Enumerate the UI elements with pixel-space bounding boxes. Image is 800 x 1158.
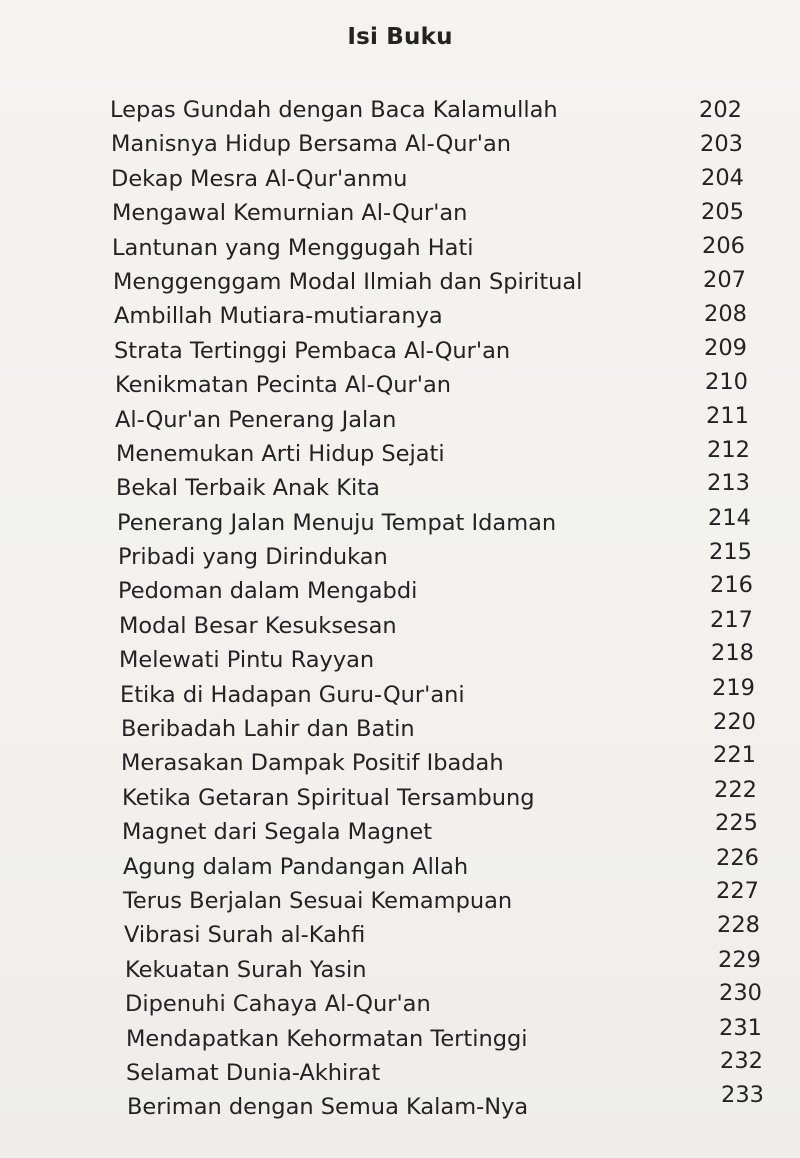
toc-entry-page-number: 226 bbox=[716, 844, 759, 871]
toc-entry-title: Melewati Pintu Rayyan bbox=[119, 647, 375, 674]
toc-entry bbox=[0, 877, 800, 918]
toc-entry-page-number: 229 bbox=[718, 946, 761, 973]
toc-entry-page-number: 215 bbox=[709, 539, 752, 566]
toc-entry bbox=[0, 506, 800, 540]
toc-entry-page-number: 202 bbox=[699, 97, 742, 123]
toc-entry-title: Pribadi yang Dirindukan bbox=[118, 544, 388, 571]
toc-entry-page-number: 216 bbox=[710, 572, 753, 599]
toc-entry bbox=[0, 946, 800, 987]
toc-entry bbox=[0, 742, 800, 780]
toc-entry bbox=[0, 231, 800, 265]
toc-entry-page-number: 217 bbox=[710, 606, 753, 633]
toc-entry bbox=[0, 776, 800, 815]
toc-entry-title: Al-Qur'an Penerang Jalan bbox=[115, 406, 397, 433]
toc-entry-page-number: 232 bbox=[720, 1047, 763, 1074]
toc-entry bbox=[0, 196, 800, 230]
toc-entry-title: Vibrasi Surah al-Kahfi bbox=[124, 922, 366, 949]
toc-entry-title: Mengawal Kemurnian Al-Qur'an bbox=[112, 200, 468, 227]
toc-entry bbox=[0, 368, 800, 402]
toc-entry-title: Menemukan Arti Hidup Sejati bbox=[116, 440, 445, 467]
toc-entry-title: Penerang Jalan Menuju Tempat Idaman bbox=[117, 509, 557, 536]
toc-entry-title: Lantunan yang Menggugah Hati bbox=[112, 234, 474, 261]
toc-entry-title: Dipenuhi Cahaya Al-Qur'an bbox=[125, 991, 431, 1018]
toc-entry-page-number: 218 bbox=[711, 640, 754, 667]
toc-entry bbox=[0, 574, 800, 608]
toc-entry-page-number: 228 bbox=[717, 912, 760, 939]
toc-entry-title: Lepas Gundah dengan Baca Kalamullah bbox=[110, 97, 558, 123]
toc-entry bbox=[0, 1082, 800, 1124]
toc-entry bbox=[0, 674, 800, 712]
toc-entry-title: Magnet dari Segala Magnet bbox=[122, 819, 433, 846]
toc-entry bbox=[0, 437, 800, 471]
toc-entry bbox=[0, 709, 800, 746]
toc-entry-title: Kenikmatan Pecinta Al-Qur'an bbox=[115, 372, 452, 399]
toc-entry-title: Mendapatkan Kehormatan Tertinggi bbox=[126, 1025, 528, 1052]
toc-entry-title: Selamat Dunia-Akhirat bbox=[126, 1059, 381, 1086]
toc-entry-title: Kekuatan Surah Yasin bbox=[125, 956, 367, 983]
toc-entry-title: Beribadah Lahir dan Batin bbox=[121, 716, 415, 743]
toc-entry-page-number: 222 bbox=[714, 776, 757, 803]
toc-entry-title: Terus Berjalan Sesuai Kemampuan bbox=[123, 887, 513, 914]
toc-entry bbox=[0, 912, 800, 952]
toc-entry-page-number: 230 bbox=[719, 980, 762, 1007]
toc-entry-page-number: 214 bbox=[708, 504, 751, 531]
toc-entry bbox=[0, 265, 800, 299]
page-title: Isi Buku bbox=[347, 24, 453, 50]
toc-entry-page-number: 209 bbox=[704, 334, 747, 361]
toc-entry bbox=[0, 1014, 800, 1056]
toc-entry-title: Strata Tertinggi Pembaca Al-Qur'an bbox=[114, 337, 511, 364]
toc-entry bbox=[0, 980, 800, 1021]
toc-entry-page-number: 204 bbox=[701, 164, 744, 191]
toc-entry bbox=[0, 162, 800, 196]
toc-entry-title: Pedoman dalam Mengabdi bbox=[118, 578, 418, 605]
toc-entry-page-number: 221 bbox=[713, 742, 756, 769]
toc-entry-title: Beriman dengan Semua Kalam-Nya bbox=[127, 1094, 529, 1121]
toc-entry-title: Merasakan Dampak Positif Ibadah bbox=[121, 750, 504, 777]
toc-entry bbox=[0, 403, 800, 437]
toc-entry-page-number: 211 bbox=[706, 402, 749, 429]
toc-entry bbox=[0, 1047, 800, 1090]
toc-entry bbox=[0, 810, 800, 849]
toc-entry-page-number: 203 bbox=[700, 131, 743, 158]
toc-entry-page-number: 225 bbox=[715, 810, 758, 837]
toc-entry-page-number: 213 bbox=[707, 470, 750, 497]
toc-entry bbox=[0, 606, 800, 643]
toc-entry-title: Menggenggam Modal Ilmiah dan Spiritual bbox=[113, 268, 583, 295]
toc-entry-page-number: 207 bbox=[703, 266, 746, 293]
toc-entry-title: Ambillah Mutiara-mutiaranya bbox=[114, 303, 443, 330]
toc-entry bbox=[0, 640, 800, 677]
toc-entry-title: Agung dalam Pandangan Allah bbox=[123, 853, 469, 880]
toc-entry-title: Dekap Mesra Al-Qur'anmu bbox=[111, 165, 408, 192]
toc-entry bbox=[0, 93, 800, 127]
toc-entry-page-number: 210 bbox=[705, 369, 748, 396]
toc-entry bbox=[0, 299, 800, 333]
toc-entry-page-number: 205 bbox=[701, 199, 744, 226]
toc-entry-title: Ketika Getaran Spiritual Tersambung bbox=[122, 784, 535, 811]
toc-entry-title: Etika di Hadapan Guru-Qur'ani bbox=[120, 681, 465, 708]
toc-entry bbox=[0, 471, 800, 505]
toc-entry-page-number: 219 bbox=[712, 674, 755, 701]
toc-entry-page-number: 233 bbox=[721, 1082, 764, 1109]
toc-entry-page-number: 231 bbox=[719, 1014, 762, 1041]
toc-entry-page-number: 220 bbox=[713, 709, 756, 736]
toc-entry-title: Bekal Terbaik Anak Kita bbox=[116, 475, 380, 502]
toc-entry-title: Manisnya Hidup Bersama Al-Qur'an bbox=[111, 131, 512, 158]
toc-entry-page-number: 227 bbox=[716, 877, 759, 904]
toc-entry bbox=[0, 844, 800, 884]
toc-entry-page-number: 208 bbox=[704, 301, 747, 328]
toc-entry bbox=[0, 334, 800, 368]
toc-entry bbox=[0, 540, 800, 574]
toc-entry-title: Modal Besar Kesuksesan bbox=[119, 612, 397, 639]
toc-entry-page-number: 206 bbox=[702, 232, 745, 259]
table-of-contents bbox=[0, 93, 800, 1125]
toc-entry-page-number: 212 bbox=[707, 436, 750, 463]
toc-entry bbox=[0, 127, 800, 161]
